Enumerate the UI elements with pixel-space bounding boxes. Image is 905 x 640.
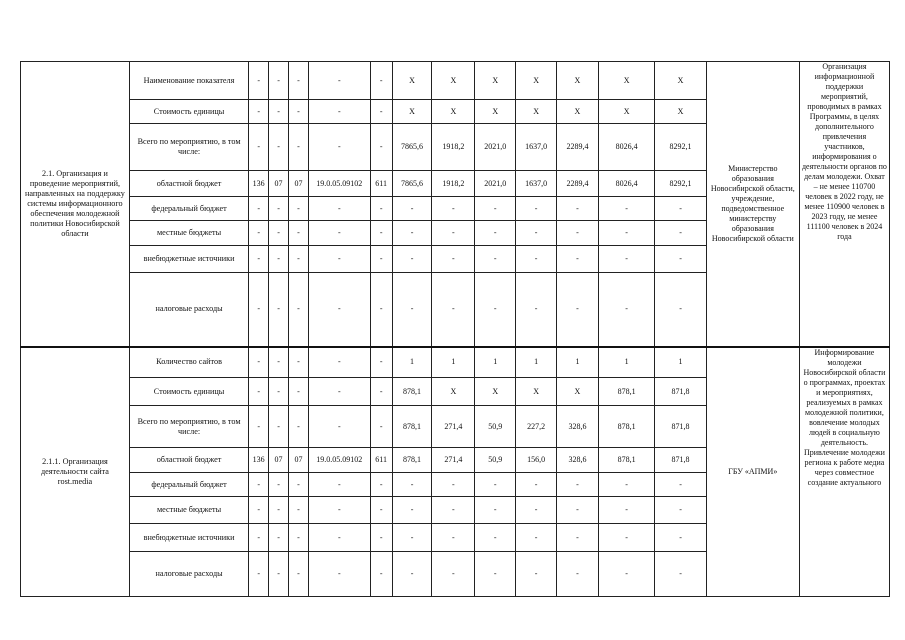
value-cell: -	[308, 473, 370, 497]
value-cell: -	[516, 473, 557, 497]
value-cell: -	[289, 406, 309, 448]
indicator-label-cell: внебюджетные источники	[129, 246, 248, 273]
value-cell: 19.0.05.09102	[308, 171, 370, 197]
value-cell: -	[308, 524, 370, 552]
value-cell: 7865,6	[392, 171, 432, 197]
program-table-sheet	[20, 61, 890, 597]
value-cell: -	[370, 273, 392, 347]
value-cell: X	[475, 378, 516, 406]
value-cell: -	[475, 197, 516, 221]
value-cell: -	[249, 197, 269, 221]
value-cell: -	[308, 221, 370, 246]
value-cell: 871,8	[655, 378, 706, 406]
value-cell: -	[475, 524, 516, 552]
value-cell: -	[655, 552, 706, 597]
value-cell: 1	[392, 347, 432, 378]
value-cell: -	[269, 221, 289, 246]
value-cell: -	[655, 497, 706, 524]
table-row	[21, 347, 890, 378]
value-cell: X	[557, 378, 599, 406]
value-cell: 1	[516, 347, 557, 378]
expected-result-cell: Организация информационной поддержки мероприятий, проводимых в рамках Программы, в целях дополнительного привлечения участников, информирования о деятельности органов по делам молодежи. Охват – не менее 110700 человек в 2022 году, не менее 110900 человек в 2023 году, не менее 111100 человек в 2024 года	[799, 62, 889, 347]
value-cell: -	[249, 473, 269, 497]
value-cell: -	[392, 552, 432, 597]
value-cell: -	[598, 273, 655, 347]
value-cell: -	[432, 497, 475, 524]
value-cell: -	[289, 524, 309, 552]
value-cell: -	[269, 124, 289, 171]
value-cell: -	[269, 378, 289, 406]
value-cell: -	[249, 273, 269, 347]
value-cell: 878,1	[598, 448, 655, 473]
value-cell: 2021,0	[475, 124, 516, 171]
value-cell: X	[475, 62, 516, 100]
value-cell: -	[249, 62, 269, 100]
value-cell: -	[370, 221, 392, 246]
indicator-label-cell: областной бюджет	[129, 448, 248, 473]
value-cell: -	[249, 246, 269, 273]
value-cell: -	[370, 473, 392, 497]
value-cell: -	[598, 473, 655, 497]
value-cell: -	[655, 221, 706, 246]
value-cell: -	[269, 497, 289, 524]
value-cell: -	[269, 246, 289, 273]
value-cell: 611	[370, 171, 392, 197]
value-cell: -	[308, 273, 370, 347]
value-cell: -	[432, 221, 475, 246]
value-cell: X	[516, 100, 557, 124]
value-cell: 878,1	[392, 448, 432, 473]
value-cell: -	[475, 246, 516, 273]
value-cell: -	[289, 552, 309, 597]
value-cell: -	[289, 100, 309, 124]
value-cell: 1	[432, 347, 475, 378]
value-cell: 07	[269, 448, 289, 473]
value-cell: -	[557, 221, 599, 246]
value-cell: -	[432, 246, 475, 273]
value-cell: -	[370, 524, 392, 552]
value-cell: -	[475, 473, 516, 497]
value-cell: -	[308, 378, 370, 406]
value-cell: -	[432, 552, 475, 597]
value-cell: -	[475, 273, 516, 347]
value-cell: 156,0	[516, 448, 557, 473]
value-cell: -	[308, 406, 370, 448]
table-row	[21, 62, 890, 100]
value-cell: 1	[557, 347, 599, 378]
value-cell: 1	[655, 347, 706, 378]
value-cell: -	[370, 347, 392, 378]
value-cell: -	[516, 552, 557, 597]
value-cell: 227,2	[516, 406, 557, 448]
value-cell: -	[249, 406, 269, 448]
value-cell: -	[308, 197, 370, 221]
value-cell: -	[249, 378, 269, 406]
value-cell: 07	[289, 171, 309, 197]
value-cell: -	[516, 197, 557, 221]
value-cell: -	[249, 524, 269, 552]
value-cell: -	[598, 497, 655, 524]
value-cell: -	[655, 473, 706, 497]
value-cell: 1918,2	[432, 171, 475, 197]
value-cell: 2289,4	[557, 171, 599, 197]
table-body	[21, 62, 890, 597]
value-cell: X	[432, 378, 475, 406]
value-cell: -	[370, 197, 392, 221]
value-cell: -	[370, 552, 392, 597]
value-cell: X	[432, 62, 475, 100]
measure-name-cell: 2.1. Организация и проведение мероприятий, направленных на поддержку системы информационного обеспечения молодежной политики Новосибирской области	[21, 62, 130, 347]
value-cell: -	[370, 124, 392, 171]
value-cell: X	[557, 100, 599, 124]
value-cell: -	[557, 197, 599, 221]
indicator-label-cell: федеральный бюджет	[129, 197, 248, 221]
value-cell: X	[392, 100, 432, 124]
value-cell: -	[308, 246, 370, 273]
value-cell: -	[392, 524, 432, 552]
value-cell: 7865,6	[392, 124, 432, 171]
value-cell: -	[308, 100, 370, 124]
value-cell: -	[598, 246, 655, 273]
value-cell: -	[392, 497, 432, 524]
value-cell: 136	[249, 448, 269, 473]
value-cell: 271,4	[432, 448, 475, 473]
responsible-organization-cell: Министерство образования Новосибирской области, учреждение, подведомственное министерству образования Новосибирской области	[706, 62, 799, 347]
value-cell: -	[289, 273, 309, 347]
value-cell: X	[655, 62, 706, 100]
indicator-label-cell: Количество сайтов	[129, 347, 248, 378]
value-cell: -	[598, 221, 655, 246]
value-cell: -	[557, 473, 599, 497]
value-cell: -	[289, 197, 309, 221]
value-cell: -	[392, 473, 432, 497]
value-cell: -	[432, 273, 475, 347]
value-cell: -	[269, 100, 289, 124]
value-cell: 8292,1	[655, 124, 706, 171]
value-cell: X	[557, 62, 599, 100]
value-cell: 1637,0	[516, 124, 557, 171]
value-cell: X	[516, 378, 557, 406]
indicator-label-cell: Стоимость единицы	[129, 378, 248, 406]
indicator-label-cell: Всего по мероприятию, в том числе:	[129, 124, 248, 171]
value-cell: X	[432, 100, 475, 124]
value-cell: -	[249, 221, 269, 246]
value-cell: -	[269, 552, 289, 597]
value-cell: 878,1	[392, 378, 432, 406]
value-cell: 1637,0	[516, 171, 557, 197]
value-cell: -	[598, 552, 655, 597]
value-cell: 8292,1	[655, 171, 706, 197]
value-cell: 328,6	[557, 448, 599, 473]
value-cell: 136	[249, 171, 269, 197]
value-cell: -	[370, 378, 392, 406]
indicator-label-cell: налоговые расходы	[129, 552, 248, 597]
value-cell: 8026,4	[598, 124, 655, 171]
value-cell: -	[249, 100, 269, 124]
value-cell: 611	[370, 448, 392, 473]
value-cell: -	[289, 124, 309, 171]
value-cell: -	[557, 246, 599, 273]
value-cell: -	[432, 197, 475, 221]
indicator-label-cell: областной бюджет	[129, 171, 248, 197]
indicator-label-cell: Всего по мероприятию, в том числе:	[129, 406, 248, 448]
value-cell: -	[308, 62, 370, 100]
program-measures-table	[20, 61, 890, 597]
value-cell: 07	[289, 448, 309, 473]
value-cell: 871,8	[655, 448, 706, 473]
value-cell: -	[475, 552, 516, 597]
indicator-label-cell: местные бюджеты	[129, 221, 248, 246]
value-cell: 07	[269, 171, 289, 197]
value-cell: -	[432, 473, 475, 497]
indicator-label-cell: внебюджетные источники	[129, 524, 248, 552]
value-cell: -	[370, 497, 392, 524]
value-cell: 1918,2	[432, 124, 475, 171]
value-cell: -	[392, 221, 432, 246]
indicator-label-cell: Стоимость единицы	[129, 100, 248, 124]
value-cell: -	[655, 273, 706, 347]
value-cell: X	[598, 62, 655, 100]
value-cell: -	[289, 246, 309, 273]
value-cell: -	[308, 347, 370, 378]
value-cell: -	[269, 347, 289, 378]
value-cell: -	[269, 62, 289, 100]
value-cell: 8026,4	[598, 171, 655, 197]
value-cell: -	[655, 524, 706, 552]
value-cell: -	[269, 473, 289, 497]
value-cell: X	[392, 62, 432, 100]
value-cell: -	[289, 62, 309, 100]
value-cell: 871,8	[655, 406, 706, 448]
value-cell: -	[289, 378, 309, 406]
value-cell: 50,9	[475, 448, 516, 473]
indicator-label-cell: налоговые расходы	[129, 273, 248, 347]
value-cell: -	[557, 273, 599, 347]
value-cell: -	[289, 497, 309, 524]
responsible-organization-cell: ГБУ «АПМИ»	[706, 347, 799, 597]
value-cell: -	[516, 221, 557, 246]
value-cell: 1	[475, 347, 516, 378]
value-cell: -	[249, 552, 269, 597]
value-cell: 1	[598, 347, 655, 378]
indicator-label-cell: местные бюджеты	[129, 497, 248, 524]
value-cell: 878,1	[598, 378, 655, 406]
value-cell: -	[269, 197, 289, 221]
value-cell: X	[655, 100, 706, 124]
expected-result-cell: Информирование молодежи Новосибирской области о программах, проектах и мероприятиях, реализуемых в рамках молодежной политики, вовлечение молодых людей в социальную деятельность. Привлечение молодежи региона к работе медиа через совместное создание актуального	[799, 347, 889, 597]
value-cell: 2021,0	[475, 171, 516, 197]
indicator-label-cell: федеральный бюджет	[129, 473, 248, 497]
value-cell: -	[432, 524, 475, 552]
value-cell: X	[516, 62, 557, 100]
value-cell: -	[289, 473, 309, 497]
value-cell: X	[598, 100, 655, 124]
value-cell: -	[516, 246, 557, 273]
value-cell: -	[249, 497, 269, 524]
value-cell: -	[392, 197, 432, 221]
value-cell: -	[557, 552, 599, 597]
value-cell: -	[557, 497, 599, 524]
value-cell: 2289,4	[557, 124, 599, 171]
value-cell: -	[370, 62, 392, 100]
value-cell: X	[475, 100, 516, 124]
value-cell: -	[308, 552, 370, 597]
value-cell: -	[269, 406, 289, 448]
value-cell: -	[249, 347, 269, 378]
value-cell: -	[370, 100, 392, 124]
value-cell: -	[289, 347, 309, 378]
value-cell: 50,9	[475, 406, 516, 448]
value-cell: -	[370, 246, 392, 273]
value-cell: 328,6	[557, 406, 599, 448]
value-cell: 19.0.05.09102	[308, 448, 370, 473]
value-cell: -	[392, 246, 432, 273]
value-cell: -	[269, 524, 289, 552]
value-cell: -	[598, 197, 655, 221]
value-cell: 878,1	[598, 406, 655, 448]
value-cell: -	[516, 524, 557, 552]
value-cell: -	[557, 524, 599, 552]
value-cell: -	[598, 524, 655, 552]
value-cell: -	[655, 246, 706, 273]
value-cell: -	[655, 197, 706, 221]
value-cell: -	[475, 221, 516, 246]
value-cell: -	[516, 497, 557, 524]
value-cell: -	[308, 124, 370, 171]
value-cell: -	[516, 273, 557, 347]
value-cell: -	[249, 124, 269, 171]
value-cell: 271,4	[432, 406, 475, 448]
value-cell: -	[392, 273, 432, 347]
value-cell: -	[289, 221, 309, 246]
value-cell: 878,1	[392, 406, 432, 448]
value-cell: -	[370, 406, 392, 448]
indicator-label-cell: Наименование показателя	[129, 62, 248, 100]
value-cell: -	[269, 273, 289, 347]
value-cell: -	[308, 497, 370, 524]
value-cell: -	[475, 497, 516, 524]
measure-name-cell: 2.1.1. Организация деятельности сайта rost.media	[21, 347, 130, 597]
